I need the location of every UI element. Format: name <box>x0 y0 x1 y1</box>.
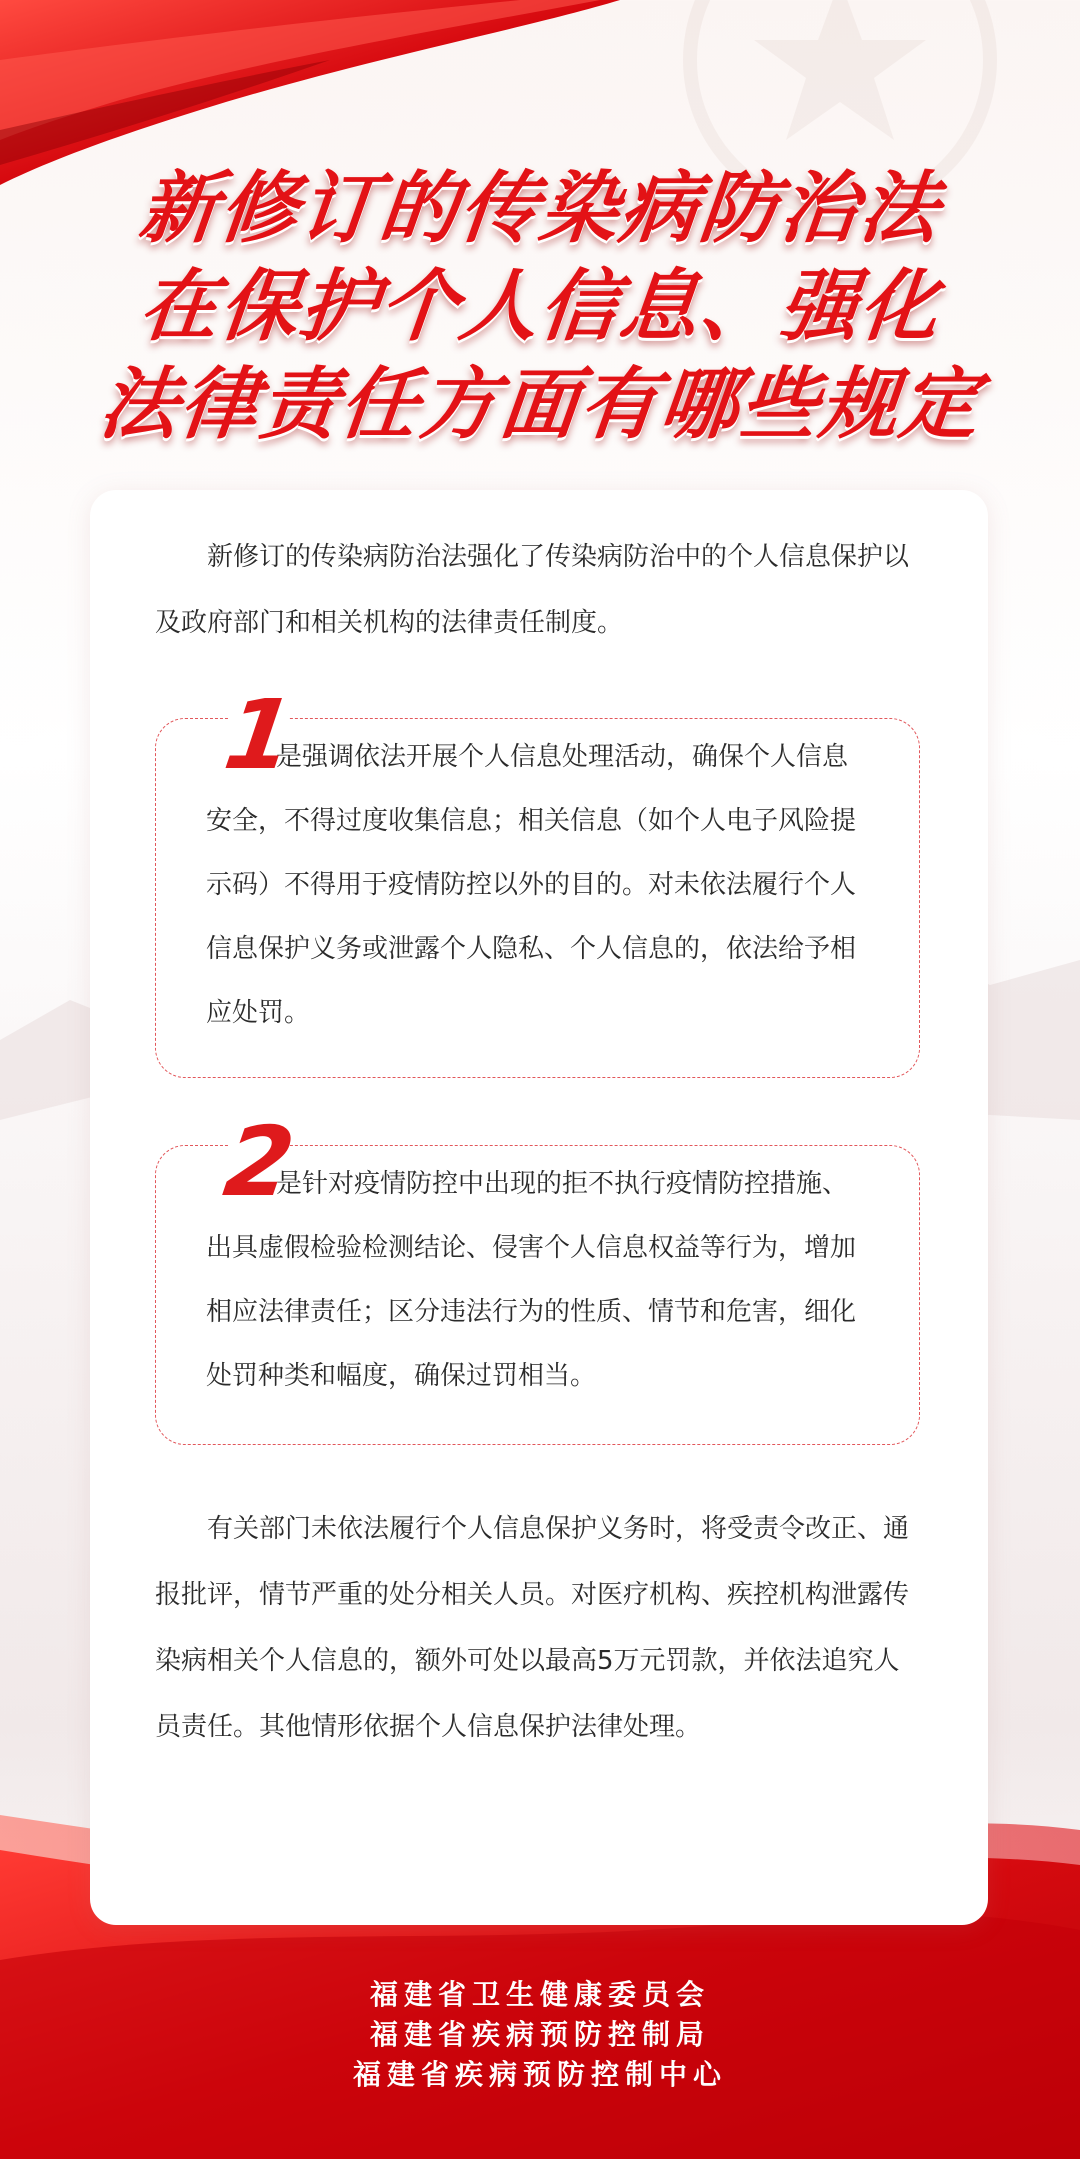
footer-org-3: 福建省疾病预防控制中心 <box>352 2058 727 2091</box>
page-title <box>0 160 1080 454</box>
title-line-1: 新修订的传染病防治法 <box>135 164 945 254</box>
point-number-1: 1 <box>218 679 301 791</box>
point-box-2 <box>155 1106 920 1445</box>
point-number-2: 2 <box>218 1106 301 1218</box>
footer-org-2: 福建省疾病预防控制局 <box>369 2018 710 2051</box>
title-line-2: 在保护个人信息、强化 <box>135 262 945 352</box>
point-text-2: 是针对疫情防控中出现的拒不执行疫情防控措施、出具虚假检验检测结论、侵害个人信息权益等行为，增加相应法律责任；区分违法行为的性质、情节和危害，细化处罚种类和幅度，确保过罚相当。 <box>206 1169 857 1391</box>
title-line-3: 法律责任方面有哪些规定 <box>95 360 985 450</box>
intro-paragraph: 新修订的传染病防治法强化了传染病防治中的个人信息保护以及政府部门和相关机构的法律责任制度。 <box>155 542 910 638</box>
point-box-1 <box>155 679 920 1078</box>
point-text-1: 是强调依法开展个人信息处理活动，确保个人信息安全，不得过度收集信息；相关信息（如个人电子风险提示码）不得用于疫情防控以外的目的。对未依法履行个人信息保护义务或泄露个人隐私、个人信息的，依法给予相应处罚。 <box>206 742 857 1028</box>
content-card <box>90 490 988 1925</box>
closing-paragraph: 有关部门未依法履行个人信息保护义务时，将受责令改正、通报批评，情节严重的处分相关人员。对医疗机构、疾控机构泄露传染病相关个人信息的，额外可处以最高5万元罚款，并依法追究人员责任。其他情形依据个人信息保护法律处理。 <box>155 1514 910 1742</box>
footer-organizations <box>0 1975 1080 2095</box>
top-ribbon <box>0 0 620 185</box>
footer-org-1: 福建省卫生健康委员会 <box>369 1978 710 2011</box>
